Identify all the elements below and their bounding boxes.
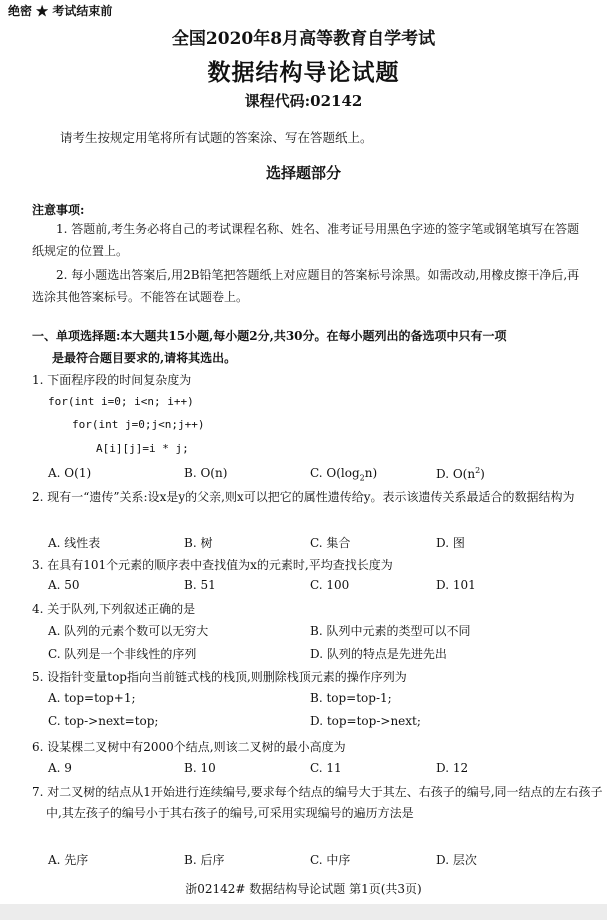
question-1-code-line-2: for(int j=0;j<n;j++) [72, 418, 205, 431]
question-1-option-d-sup: 2 [475, 466, 481, 475]
question-6-option-a: A. 9 [48, 761, 72, 775]
question-1-option-d-post: ) [480, 467, 485, 481]
question-1-option-d [436, 466, 485, 481]
instruction-line-1: 一、单项选择题:本大题共15小题,每小题2分,共30分。在每小题列出的备选项中只有一项 [32, 329, 507, 343]
question-3-option-c: C. 100 [310, 578, 350, 592]
bottom-bar [0, 904, 607, 920]
section-instruction [32, 325, 592, 369]
question-7-stem: 7. 对二叉树的结点从1开始进行连续编号,要求每个结点的编号大于其左、右孩子的编号,同一结点的左右孩子中,其左孩子的编号小于其右孩子的编号,可采用实现编号的遍历方法是 [32, 785, 603, 820]
question-6-stem: 6. 设某棵二叉树中有2000个结点,则该二叉树的最小高度为 [32, 740, 346, 754]
question-1-option-c-pre: C. O(log [310, 466, 360, 480]
question-1-option-c [310, 466, 377, 482]
page-footer: 浙02142# 数据结构导论试题 第1页(共3页) [185, 882, 422, 896]
attention-label: 注意事项: [32, 203, 85, 217]
question-3-option-a: A. 50 [48, 578, 80, 592]
question-4-option-c: C. 队列是一个非线性的序列 [48, 647, 197, 661]
course-code: 课程代码:02142 [244, 92, 363, 110]
question-5-option-d: D. top=top->next; [310, 714, 421, 728]
question-4-option-a: A. 队列的元素个数可以无穷大 [48, 624, 209, 638]
question-7-option-c: C. 中序 [310, 853, 351, 867]
question-5-option-b: B. top=top-1; [310, 691, 392, 705]
question-7-option-d: D. 层次 [436, 853, 477, 867]
question-1-stem: 1. 下面程序段的时间复杂度为 [32, 373, 192, 387]
question-1-code-line-1: for(int i=0; i<n; i++) [48, 395, 194, 408]
instruction-line-2: 是最符合题目要求的,请将其选出。 [52, 351, 237, 365]
question-5-option-c: C. top->next=top; [48, 714, 159, 728]
question-3-option-b: B. 51 [184, 578, 216, 592]
answer-notice: 请考生按规定用笔将所有试题的答案涂、写在答题纸上。 [60, 130, 373, 145]
paper-title: 数据结构导论试题 [207, 59, 400, 86]
question-5-stem: 5. 设指针变量top指向当前链式栈的栈顶,则删除栈顶元素的操作序列为 [32, 670, 407, 684]
question-1-option-b: B. O(n) [184, 466, 228, 480]
question-7-option-a: A. 先序 [48, 853, 89, 867]
question-2-option-d: D. 图 [436, 536, 465, 550]
question-5-option-a: A. top=top+1; [48, 691, 136, 705]
attention-item-2: 2. 每小题选出答案后,用2B铅笔把答题纸上对应题目的答案标号涂黑。如需改动,用橡皮擦干净后,再选涂其他答案标号。不能答在试题卷上。 [32, 268, 580, 304]
question-2-option-c: C. 集合 [310, 536, 351, 550]
question-3-stem: 3. 在具有101个元素的顺序表中查找值为x的元素时,平均查找长度为 [32, 558, 393, 572]
question-1-option-d-pre: D. O(n [436, 467, 476, 481]
question-6-option-d: D. 12 [436, 761, 469, 775]
question-2-option-a: A. 线性表 [48, 536, 101, 550]
question-2-option-b: B. 树 [184, 536, 213, 550]
question-6-option-c: C. 11 [310, 761, 342, 775]
question-4-option-d: D. 队列的特点是先进先出 [310, 647, 447, 661]
question-7-option-b: B. 后序 [184, 853, 225, 867]
question-4-option-b: B. 队列中元素的类型可以不同 [310, 624, 471, 638]
section-title: 选择题部分 [265, 164, 341, 182]
question-2-stem: 2. 现有一“遗传”关系:设x是y的父亲,则x可以把它的属性遗传给y。表示该遗传关系最适合的数据结构为 [32, 490, 575, 504]
question-1-option-c-post: n) [364, 466, 378, 480]
question-4-stem: 4. 关于队列,下列叙述正确的是 [32, 602, 196, 616]
confidential-label: 绝密 ★ 考试结束前 [8, 4, 113, 18]
exam-name: 全国2020年8月高等教育自学考试 [171, 29, 436, 49]
question-6-option-b: B. 10 [184, 761, 216, 775]
question-1-option-a: A. O(1) [48, 466, 92, 480]
attention-item-1: 1. 答题前,考生务必将自己的考试课程名称、姓名、准考证号用黑色字迹的签字笔或钢笔填写在答题纸规定的位置上。 [32, 222, 580, 258]
question-3-option-d: D. 101 [436, 578, 476, 592]
question-1-option-c-sub: 2 [359, 473, 365, 483]
question-1-code-line-3: A[i][j]=i * j; [96, 442, 189, 455]
